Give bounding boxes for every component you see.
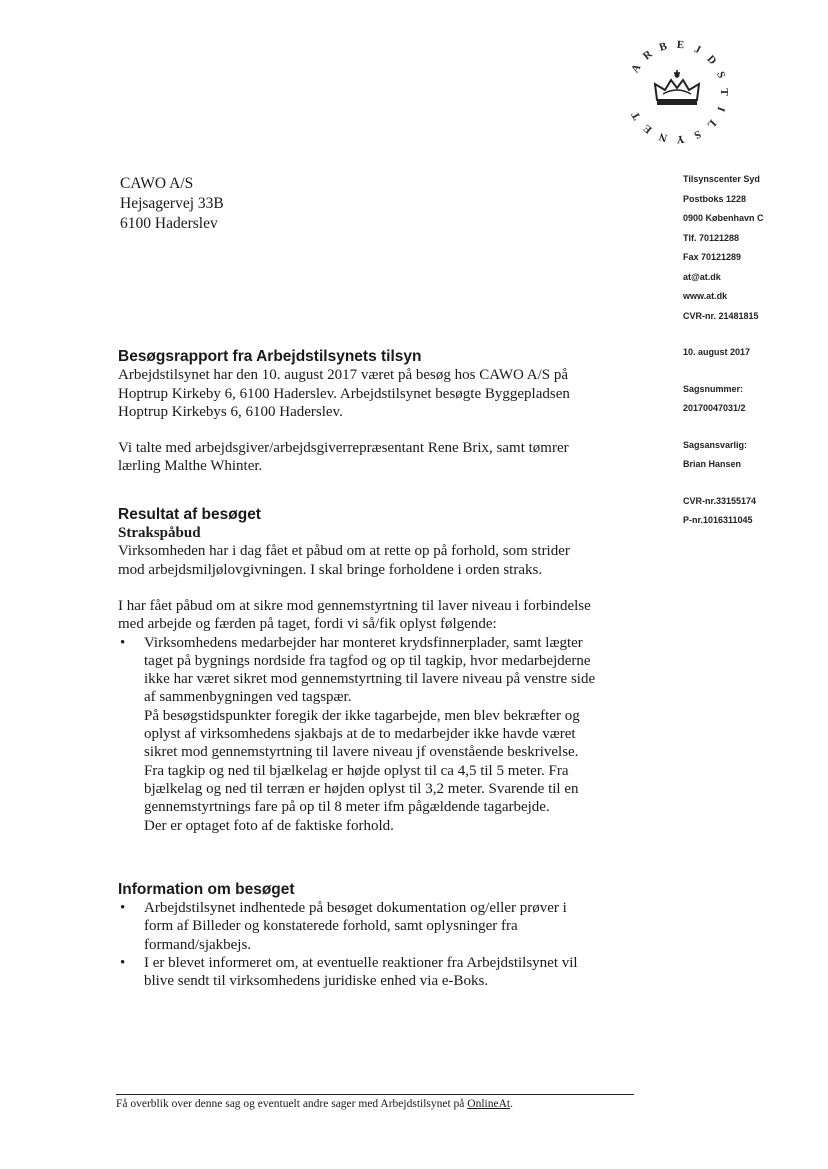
intro-line: Hoptrup Kirkebys 6, 6100 Haderslev. — [118, 403, 343, 420]
bullet-line: Fra tagkip og ned til bjælkelag er højde oplyst til ca 4,5 til 5 meter. Fra — [144, 762, 569, 779]
logo-letter: E — [676, 38, 685, 52]
sender-pobox: Postboks 1228 — [683, 193, 747, 204]
bullet-line: oplyst af virksomhedens sjakbajs at de to medarbejder ikke havde været — [144, 726, 576, 743]
report-intro — [118, 366, 628, 421]
logo-letter: Y — [676, 132, 685, 146]
logo-letter: A — [629, 62, 644, 75]
bullet-line: blive sendt til virksomhedens juridiske enhed via e-Boks. — [144, 973, 489, 990]
logo-letter: T — [629, 109, 644, 122]
onlineat-link[interactable]: OnlineAt — [467, 1098, 511, 1110]
arbejdstilsynet-logo — [612, 28, 742, 158]
responsible-name: Brian Hansen — [683, 459, 742, 469]
case-number: 20170047031/2 — [683, 403, 746, 413]
responsible-label: Sagsansvarlig: — [683, 439, 748, 450]
logo-letter: D — [704, 53, 719, 68]
bullet-line: taget på bygnings nordside fra tagfod og op til tagkip, hvor medarbejderne — [144, 652, 591, 669]
recipient-name: CAWO A/S — [120, 175, 194, 192]
list-item — [118, 899, 628, 954]
detail-line: I har fået påbud om at sikre mod gennemstyrtning til laver niveau i forbindelse — [118, 597, 591, 614]
list-item — [118, 954, 628, 991]
logo-letter: E — [641, 121, 655, 136]
bullet-line: sikret mod gennemstyrtning til lavere niveau jf ovenstående beskrivelse. — [144, 744, 579, 761]
bullet-line: form af Billeder og konstaterede forhold, samt oplysninger fra — [144, 918, 518, 935]
bullet-line: bjælkelag og ned til terræn er højden oplyst til 3,2 meter. Svarende til en — [144, 780, 579, 797]
footer-text: Få overblik over denne sag og eventuelt andre sager med Arbejdstilsynet på — [116, 1098, 468, 1110]
sender-web: www.at.dk — [683, 291, 728, 301]
sender-info-sidebar — [683, 170, 823, 531]
sender-fax: Fax 70121289 — [683, 252, 742, 262]
logo-letter: N — [657, 130, 669, 144]
letter-date: 10. august 2017 — [683, 347, 751, 357]
logo-letter: J — [692, 43, 703, 57]
logo-letter: R — [640, 48, 655, 63]
logo-letter: L — [704, 117, 719, 131]
report-body — [118, 348, 628, 991]
result-subheading: Strakspåbud — [118, 525, 201, 542]
talked-line: Vi talte med arbejdsgiver/arbejdsgiverrepræsentant Rene Brix, samt tømrer — [118, 440, 569, 457]
result-order — [118, 542, 628, 579]
footer-note — [116, 1098, 513, 1110]
sender-cvr: CVR-nr. 21481815 — [683, 310, 759, 321]
sender-email: at@at.dk — [683, 271, 721, 282]
logo-letter: B — [657, 40, 669, 54]
detail-line: med arbejde og færden på taget, fordi vi så/fik oplyst følgende: — [118, 616, 497, 633]
recipient-address — [120, 174, 224, 234]
order-line: mod arbejdsmiljølovgivningen. I skal bringe forholdene i orden straks. — [118, 561, 543, 578]
bullet-line: • Arbejdstilsynet indhentede på besøget dokumentation og/eller prøver i — [144, 900, 567, 917]
order-line: Virksomheden har i dag fået et påbud om at rette op på forhold, som strider — [118, 543, 570, 560]
crown-icon — [655, 70, 699, 105]
info-heading: Information om besøget — [118, 880, 295, 898]
result-bullets — [118, 634, 628, 835]
bullet-line: • I er blevet informeret om, at eventuelle reaktioner fra Arbejdstilsynet vil — [144, 955, 578, 972]
result-detail — [118, 597, 628, 634]
bullet-line: ikke har været sikret mod gennemstyrtning til lavere niveau på venstre side — [144, 671, 596, 688]
logo-graphic — [612, 28, 742, 158]
talked-line: lærling Malthe Whinter. — [118, 458, 263, 475]
info-bullets — [118, 899, 628, 990]
sender-center: Tilsynscenter Syd — [683, 174, 760, 184]
footer-divider — [116, 1094, 634, 1095]
intro-line: Arbejdstilsynet har den 10. august 2017 været på besøg hos CAWO A/S på — [118, 367, 568, 384]
sender-postal: 0900 København C — [683, 213, 764, 223]
bullet-line: formand/sjakbejs. — [144, 936, 252, 953]
result-heading: Resultat af besøget — [118, 505, 261, 523]
bullet-line: Der er optaget foto af de faktiske forhold. — [144, 817, 394, 834]
logo-letter: I — [714, 104, 728, 114]
logo-letter: S — [692, 127, 703, 142]
bullet-line: gennemstyrtnings fare på op til 8 meter ifm pågældende tagarbejde. — [144, 799, 550, 816]
sender-phone: Tlf. 70121288 — [683, 232, 740, 243]
company-cvr: CVR-nr.33155174 — [683, 495, 757, 506]
bullet-line: af sammenbygningen ved tagspær. — [144, 689, 352, 706]
logo-letter: T — [718, 88, 730, 96]
recipient-city: 6100 Haderslev — [120, 215, 218, 232]
intro-line: Hoptrup Kirkeby 6, 6100 Haderslev. Arbejdstilsynet besøgte Byggepladsen — [118, 385, 570, 402]
report-talked-with — [118, 439, 628, 476]
list-item — [118, 634, 628, 835]
footer-end: . — [510, 1098, 513, 1110]
case-number-label: Sagsnummer: — [683, 383, 744, 394]
bullet-line: • Virksomhedens medarbejder har monteret krydsfinnerplader, samt lægter — [144, 634, 583, 651]
report-title: Besøgsrapport fra Arbejdstilsynets tilsyn — [118, 348, 422, 365]
recipient-street: Hejsagervej 33B — [120, 195, 224, 212]
bullet-line: På besøgstidspunkter foregik der ikke tagarbejde, men blev bekræfter og — [144, 707, 580, 724]
company-p-number: P-nr.1016311045 — [683, 515, 753, 525]
logo-letter: S — [714, 69, 728, 80]
